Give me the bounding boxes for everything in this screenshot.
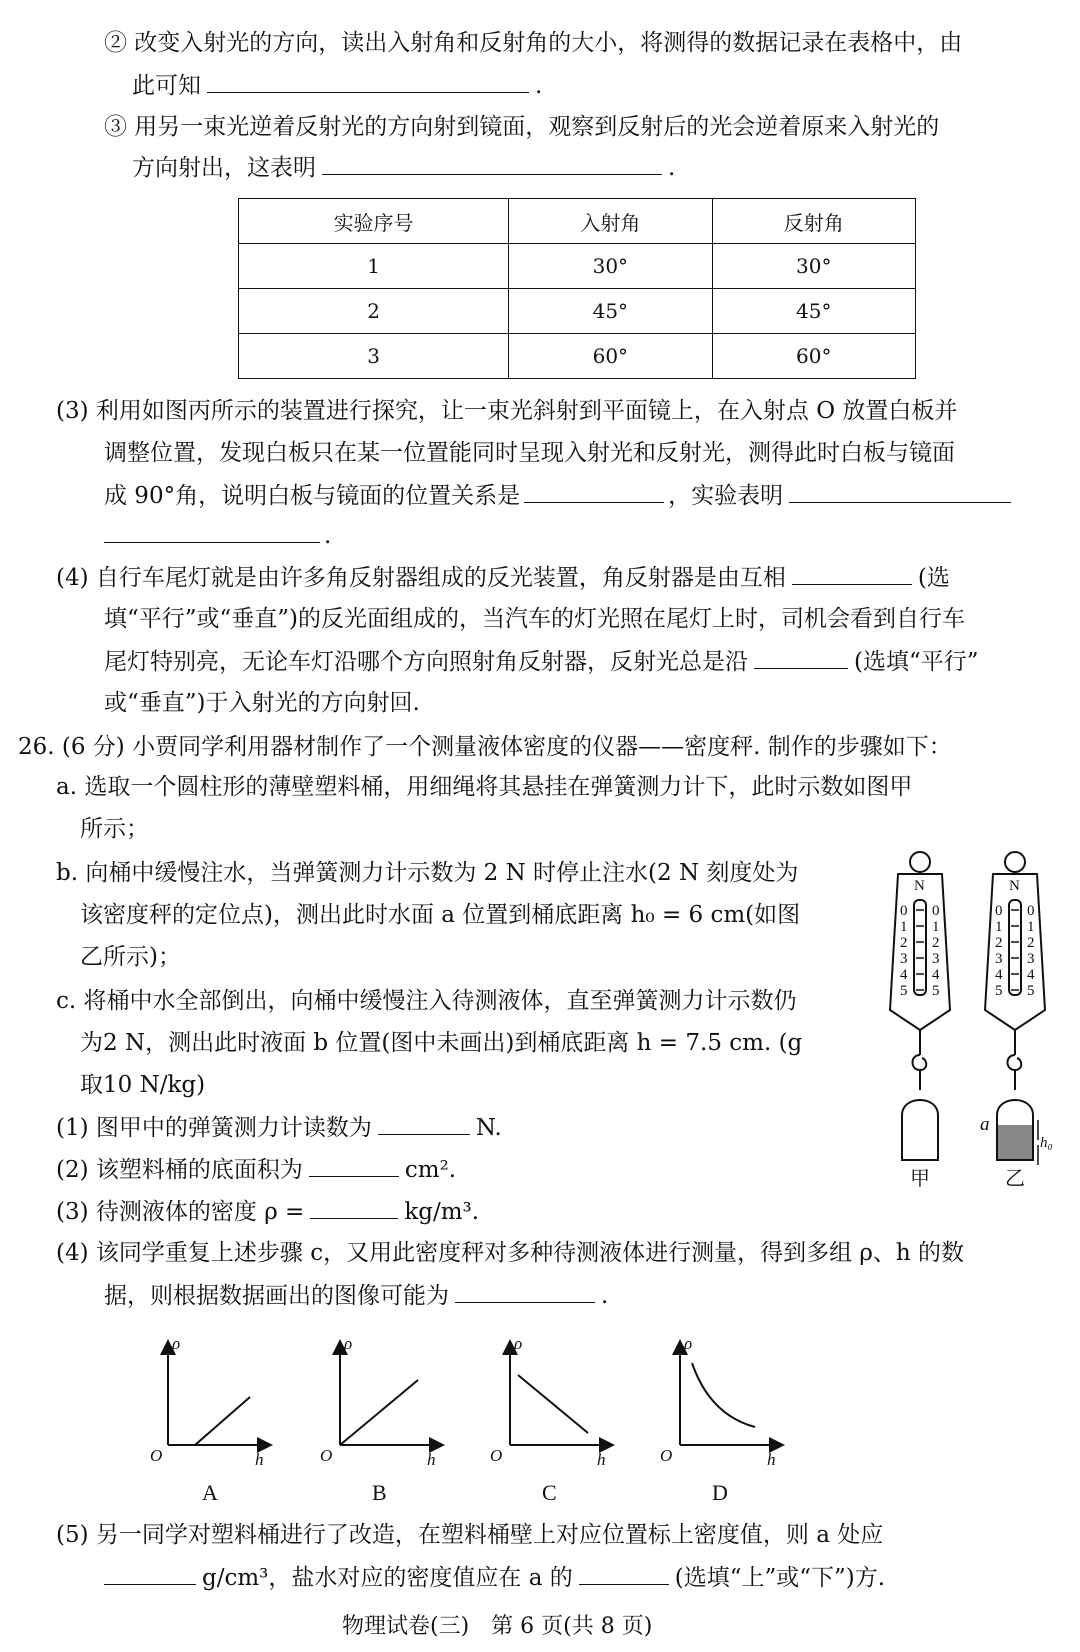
option-a-label: A: [202, 1480, 218, 1505]
rho-h-graphs: [150, 1335, 830, 1510]
answer-blank[interactable]: [104, 1562, 196, 1585]
part3-line2: 调整位置，发现白板只在某一位置能同时呈现入射光和反射光，测得此时白板与镜面: [104, 440, 955, 466]
table-cell: 30°: [509, 244, 712, 289]
tick-label: 5: [995, 983, 1003, 999]
table-cell: 30°: [712, 244, 915, 289]
q26-step-c-line1: c. 将桶中水全部倒出，向桶中缓慢注入待测液体，直至弹簧测力计示数仍: [56, 988, 797, 1014]
part4-line2: 填“平行”或“垂直”)的反光面组成的，当汽车的灯光照在尾灯上时，司机会看到自行车: [104, 606, 966, 632]
tick-label: 1: [1027, 919, 1035, 935]
tick-label: 4: [932, 967, 940, 983]
part3-line4: .: [104, 520, 331, 551]
tick-label: 5: [900, 983, 908, 999]
tick-label: 0: [1027, 903, 1035, 919]
tick-label: 1: [932, 919, 940, 935]
part3-line3: 成 90°角，说明白板与镜面的位置关系是 ，实验表明: [104, 480, 1011, 511]
tick-label: 3: [1027, 951, 1035, 967]
q26-part4-line1: (4) 该同学重复上述步骤 c，又用此密度秤对多种待测液体进行测量，得到多组 ρ、h 的数: [56, 1240, 965, 1266]
graph-b-line: [340, 1380, 418, 1445]
q26-part2: (2) 该塑料桶的底面积为 cm².: [56, 1154, 456, 1185]
y-axis-label: ρ: [514, 1335, 523, 1353]
tick-label: 0: [932, 903, 940, 919]
part3-line1: (3) 利用如图丙所示的装置进行探究，让一束光斜射到平面镜上，在入射点 O 放置白板并: [56, 398, 958, 424]
table-header: 实验序号: [239, 199, 509, 244]
tick-label: 4: [900, 967, 908, 983]
spring-scale-figures: [880, 840, 1070, 1190]
tick-label: 0: [900, 903, 908, 919]
y-axis-label: ρ: [344, 1335, 353, 1353]
tick-label: 5: [1027, 983, 1035, 999]
table-cell: 45°: [509, 289, 712, 334]
tick-label: 1: [900, 919, 908, 935]
q26-part5-line2: g/cm³，盐水对应的密度值应在 a 的 (选填“上”或“下”)方.: [104, 1562, 885, 1593]
tick-label: 2: [1027, 935, 1035, 951]
scale-tube: [1009, 900, 1021, 995]
table-cell: 2: [239, 289, 509, 334]
part4-line1: (4) 自行车尾灯就是由许多角反射器组成的反光装置，角反射器是由互相 (选: [56, 562, 950, 593]
unit-label: N: [914, 878, 925, 894]
x-axis-label: h: [427, 1450, 436, 1469]
q26-part1: (1) 图甲中的弹簧测力计读数为 N.: [56, 1112, 502, 1143]
step2-line1: ② 改变入射光的方向，读出入射角和反射角的大小，将测得的数据记录在表格中，由: [104, 30, 963, 56]
x-axis-label: h: [255, 1450, 264, 1469]
level-a-label: a: [980, 1114, 990, 1135]
q26-part4-line2: 据，则根据数据画出的图像可能为 .: [104, 1280, 608, 1311]
y-axis-label: ρ: [172, 1335, 181, 1353]
y-axis-label: ρ: [684, 1335, 693, 1353]
answer-blank[interactable]: [310, 1196, 398, 1219]
scale-ring: [1005, 852, 1025, 872]
q26-step-b-line3: 乙所示)；: [80, 944, 181, 970]
x-axis-label: h: [597, 1450, 606, 1469]
part4-line4: 或“垂直”)于入射光的方向射回.: [104, 690, 420, 716]
step3-line1: ③ 用另一束光逆着反射光的方向射到镜面，观察到反射后的光会逆着原来入射光的: [104, 114, 940, 140]
answer-blank[interactable]: [378, 1112, 470, 1135]
tick-label: 1: [995, 919, 1003, 935]
graph-c-line: [518, 1375, 588, 1433]
option-d-label: D: [712, 1480, 728, 1505]
figure-jia-caption: 甲: [910, 1166, 930, 1190]
step2-line2: 此可知 .: [132, 70, 542, 101]
tick-label: 3: [900, 951, 908, 967]
answer-blank[interactable]: [524, 480, 664, 503]
h0-label: h₀: [1040, 1135, 1053, 1151]
tick-label: 2: [900, 935, 908, 951]
answer-blank[interactable]: [455, 1280, 595, 1303]
origin-label: O: [320, 1446, 333, 1465]
q26-step-c-line2: 为2 N，测出此时液面 b 位置(图中未画出)到桶底距离 h = 7.5 cm. (g: [80, 1030, 803, 1056]
origin-label: O: [490, 1446, 503, 1465]
q26-step-a-line2: 所示；: [80, 816, 149, 842]
page-footer: 物理试卷(三) 第 6 页(共 8 页): [342, 1614, 653, 1639]
graph-a-line: [195, 1397, 250, 1445]
scale-hook-jia: [913, 1030, 927, 1070]
q26-heading: 26. (6 分) 小贾同学利用器材制作了一个测量液体密度的仪器——密度秤. 制作的步骤如下：: [18, 734, 952, 760]
unit-label: N: [1009, 878, 1020, 894]
answer-blank[interactable]: [322, 152, 662, 175]
scale-tube: [914, 900, 926, 995]
q26-step-b-line1: b. 向桶中缓慢注水，当弹簧测力计示数为 2 N 时停止注水(2 N 刻度处为: [56, 860, 799, 886]
tick-label: 4: [995, 967, 1003, 983]
table-header-row: [239, 199, 916, 244]
step3-line2: 方向射出，这表明 .: [132, 152, 675, 183]
tick-label: 3: [995, 951, 1003, 967]
answer-blank[interactable]: [104, 520, 320, 543]
data-table: [238, 198, 916, 379]
table-row: [239, 289, 916, 334]
tick-label: 2: [932, 935, 940, 951]
table-cell: 60°: [509, 334, 712, 379]
figure-yi-caption: 乙: [1005, 1166, 1025, 1190]
tick-label: 5: [932, 983, 940, 999]
origin-label: O: [660, 1446, 673, 1465]
q26-step-b-line2: 该密度秤的定位点)，测出此时水面 a 位置到桶底距离 h₀ = 6 cm(如图: [80, 902, 801, 928]
table-cell: 3: [239, 334, 509, 379]
scale-body-jia: [890, 874, 950, 1030]
table-cell: 60°: [712, 334, 915, 379]
answer-blank[interactable]: [309, 1154, 399, 1177]
option-c-label: C: [542, 1480, 557, 1505]
table-header: 反射角: [712, 199, 915, 244]
tick-label: 2: [995, 935, 1003, 951]
table-cell: 45°: [712, 289, 915, 334]
table-cell: 1: [239, 244, 509, 289]
answer-blank[interactable]: [754, 646, 848, 669]
scale-ring: [910, 852, 930, 872]
answer-blank[interactable]: [792, 562, 912, 585]
answer-blank[interactable]: [789, 480, 1011, 503]
water-fill: [998, 1125, 1032, 1159]
tick-label: 4: [1027, 967, 1035, 983]
bucket-jia: [902, 1100, 938, 1160]
table-header: 入射角: [509, 199, 712, 244]
table-row: [239, 334, 916, 379]
scale-body-yi: [985, 874, 1045, 1030]
q26-step-a-line1: a. 选取一个圆柱形的薄壁塑料桶，用细绳将其悬挂在弹簧测力计下，此时示数如图甲: [56, 774, 913, 800]
q26-step-c-line3: 取10 N/kg): [80, 1072, 206, 1098]
origin-label: O: [150, 1446, 163, 1465]
scale-hook-yi: [1008, 1030, 1022, 1070]
x-axis-label: h: [767, 1450, 776, 1469]
answer-blank[interactable]: [207, 70, 529, 93]
part4-line3: 尾灯特别亮，无论车灯沿哪个方向照射角反射器，反射光总是沿 (选填“平行”: [104, 646, 979, 677]
option-b-label: B: [372, 1480, 387, 1505]
answer-blank[interactable]: [579, 1562, 669, 1585]
graph-d-curve: [692, 1363, 755, 1427]
q26-part5-line1: (5) 另一同学对塑料桶进行了改造，在塑料桶壁上对应位置标上密度值，则 a 处应: [56, 1522, 884, 1548]
table-row: [239, 244, 916, 289]
tick-label: 3: [932, 951, 940, 967]
q26-part3: (3) 待测液体的密度 ρ = kg/m³.: [56, 1196, 479, 1227]
tick-label: 0: [995, 903, 1003, 919]
